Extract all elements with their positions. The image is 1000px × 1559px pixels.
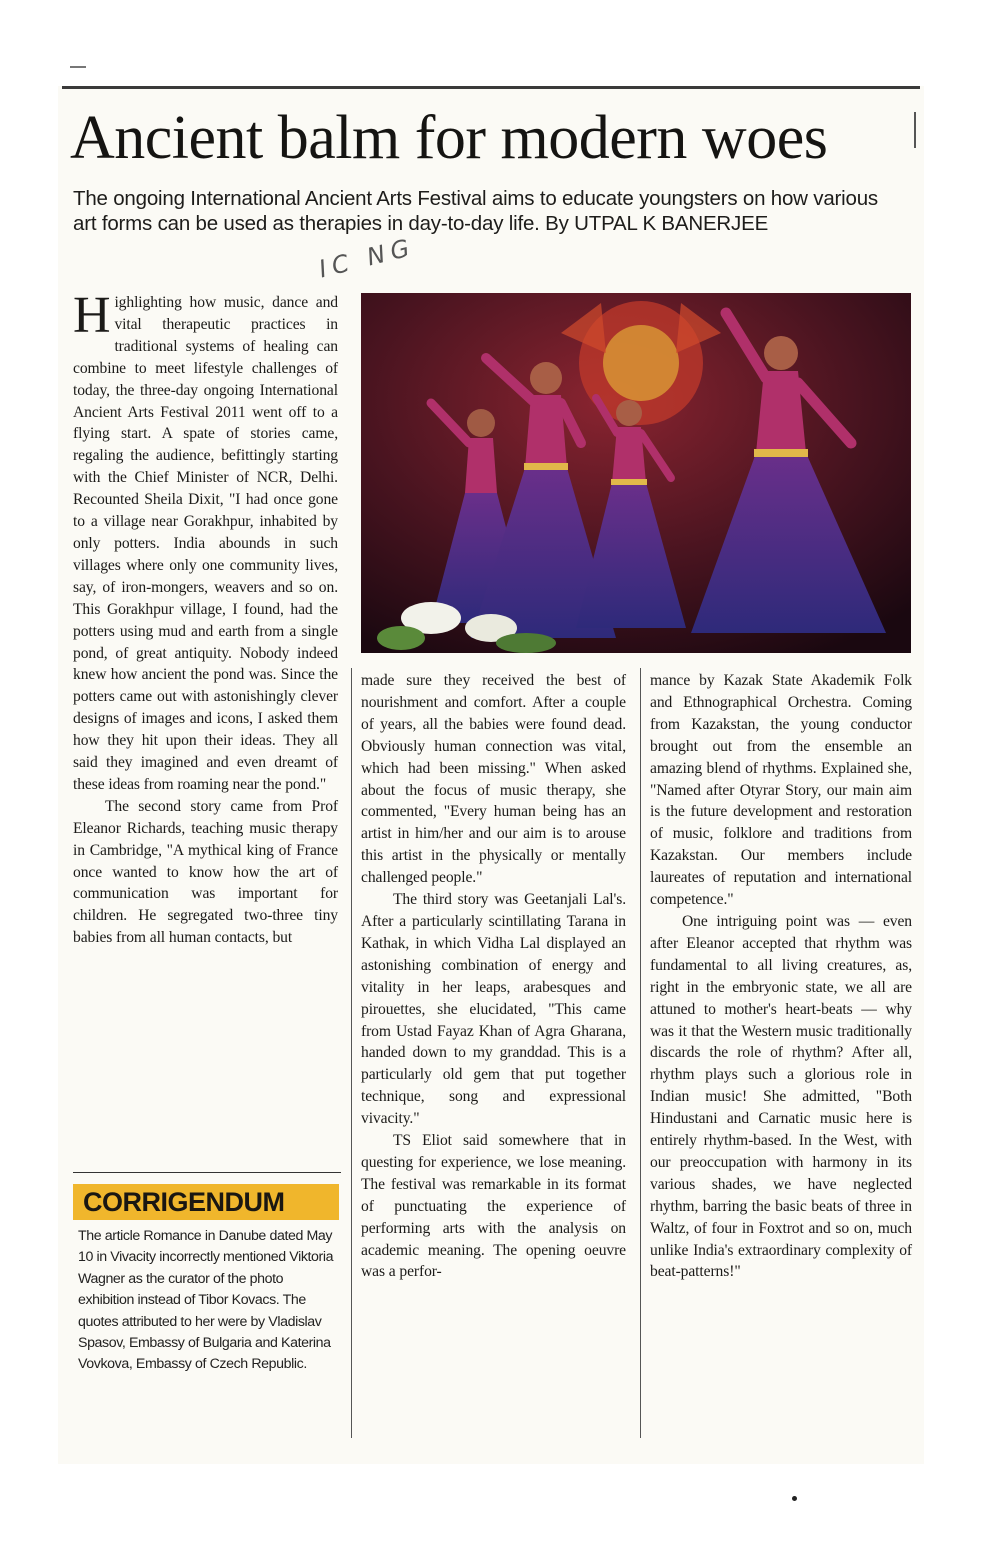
paragraph: The second story came from Prof Eleanor Richards, teaching music therapy in Cambridge, "A mythical king of France once wanted to know how the art of communication was important for children. He segregated two-three tiny babies from all human contacts, but <box>73 797 338 947</box>
lead-text: ighlighting how music, dance and vital therapeutic practices in traditional systems of healing can combine to meet lifestyle challenges of today, the three-day ongoing International Ancient Arts Festival 2011 went off to a flying start. A spate of stories came, regaling the audience, befittingly starting with the Chief Minister of NCR, Delhi. Recounted Sheila Dixit, "I had once gone to a village near Gorakhpur, inhabited by only potters. India abounds in such villages where only one community lives, say, of iron-mongers, weavers and so on. This Gorakhpur village, I found, had the potters using mud and earth from a single pond, of great antiquity. Nobody indeed knew how ancient the pond was. Since the potters came out with astonishingly clever designs of images and icons, I asked them how they hit upon their ideas. They all said they imagined and even dreamt of these ideas from roaming near the pond." <box>73 294 338 793</box>
deck <box>73 186 898 236</box>
corrigendum-rule <box>73 1172 341 1173</box>
headline: Ancient balm for modern woes <box>70 104 828 172</box>
top-rule <box>62 86 920 89</box>
drop-cap: H <box>73 287 111 344</box>
article-column-3 <box>650 670 912 1283</box>
byline: UTPAL K BANERJEE <box>574 212 769 235</box>
lead-paragraph <box>73 287 338 796</box>
handwritten-note: IC NG <box>316 232 418 284</box>
paragraph: TS Eliot said somewhere that in questing for experience, we lose meaning. The festival was remarkable in its format of punctuating the experience of performing arts with the analysis on academic meaning. The opening oeuvre was a perfor- <box>361 1132 626 1281</box>
paragraph: made sure they received the best of nourishment and comfort. After a couple of years, all the babies were found dead. Obviously human connection was vital, which had been missing." When asked about the focus of music therapy, she commented, "Every human being has an artist in him/her and our aim is to arouse this artist in the physically or mentally challenged people." <box>361 672 626 887</box>
paragraph: One intriguing point was — even after Eleanor accepted that rhythm was fundamental to all living creatures, as, right in the embryonic state, we all are attuned to mother's heart-beats — why was it that the Western music traditionally discards the role of rhythm? After all, rhythm plays such a glorious role in Indian music! She admitted, "Both Hindustani and Carnatic music here is entirely rhythm-based. In the West, with our preoccupation with harmony in its various shades, we have neglected rhythm, barring the basic beats of three in Waltz, of four in Foxtrot and so on, much unlike India's extraordinary complexity of beat-patterns!" <box>650 912 912 1281</box>
corrigendum-text: The article Romance in Danube dated May 10 in Vivacity incorrectly mentioned Viktoria Wagner as the curator of the photo exhibition instead of Tibor Kovacs. The quotes attributed to her were by Vladislav Spasov, Embassy of Bulgaria and Katerina Vovkova, Embassy of Czech Republic. <box>78 1228 334 1373</box>
paragraph: The third story was Geetanjali Lal's. After a particularly scintillating Tarana in Kathak, in which Vidha Lal displayed an astonishing combination of energy and vitality in her leaps, arabesques and pirouettes, she elucidated, "This came from Ustad Fayaz Khan of Agra Gharana, handed down to my granddad. This is a particularly old gem that put together technique, song and expressional vivacity." <box>361 891 626 1128</box>
deck-text: The ongoing International Ancient Arts Festival aims to educate youngsters on how various art forms can be used as therapies in day-to-day life. By <box>73 187 878 235</box>
column-divider <box>640 668 641 1438</box>
dancers-photo <box>361 293 911 653</box>
column-divider <box>351 668 352 1438</box>
corrigendum-heading: CORRIGENDUM <box>73 1184 339 1220</box>
paragraph: mance by Kazak State Akademik Folk and Ethnographical Orchestra. Coming from Kazakstan, the young conductor brought out from the ensemble an amazing blend of rhythms. Explained she, "Named after Otyrar Story, our main aim is the future development and restoration of music, folklore and traditions from Kazakstan. Our members include laureates of reputation and international competence." <box>650 672 912 909</box>
article-column-2 <box>361 670 626 1283</box>
scan-mark <box>70 66 86 68</box>
article-column-1 <box>73 287 338 949</box>
scan-dot <box>792 1496 797 1501</box>
